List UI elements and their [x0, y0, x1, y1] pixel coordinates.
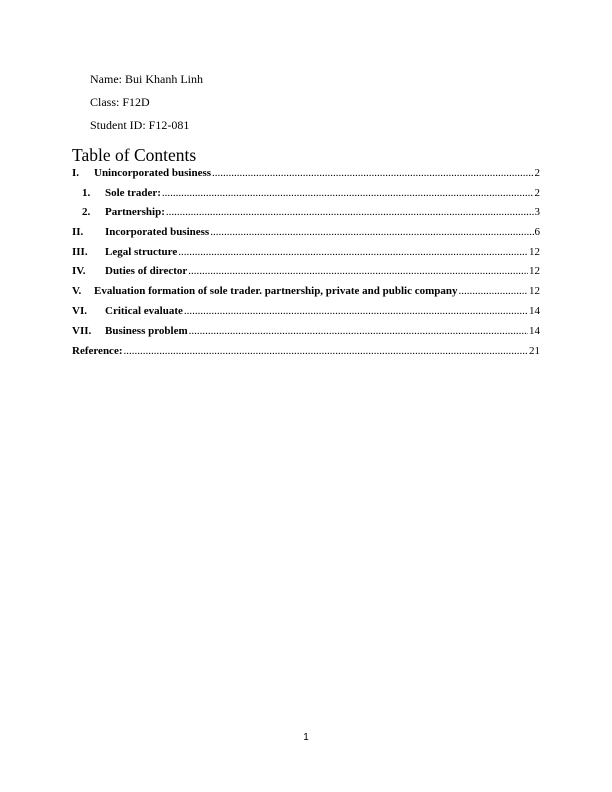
toc-entry-text: Evaluation formation of sole trader. partnership, private and public company	[94, 285, 458, 297]
toc-entry-page: 3	[534, 206, 540, 218]
toc-dot-leader	[188, 264, 528, 278]
toc-entry-legal-structure[interactable]	[72, 245, 540, 259]
toc-entry-number: I.	[72, 167, 80, 179]
toc-entry-business-problem[interactable]	[72, 324, 540, 338]
toc-entry-critical-evaluate[interactable]	[72, 304, 540, 318]
toc-dot-leader	[178, 245, 528, 259]
toc-entry-text: Legal structure	[105, 246, 178, 258]
toc-entry-page: 2	[534, 167, 540, 179]
toc-entry-page: 21	[529, 345, 540, 357]
page-number: 1	[303, 732, 309, 743]
toc-dot-leader	[184, 304, 528, 318]
toc-entry-duties-of-director[interactable]	[72, 264, 540, 278]
toc-entry-text: Business problem	[105, 325, 188, 337]
toc-entry-page: 14	[529, 305, 540, 317]
toc-entry-number: 1.	[82, 187, 91, 199]
toc-dot-leader	[212, 166, 533, 180]
toc-entry-sole-trader[interactable]	[82, 186, 540, 200]
toc-entry-number: VI.	[72, 305, 87, 317]
toc-entry-page: 2	[534, 187, 540, 199]
toc-dot-leader	[210, 225, 533, 239]
toc-entry-text: Unincorporated business	[94, 167, 212, 179]
toc-entry-number: VII.	[72, 325, 92, 337]
toc-heading: Table of Contents	[72, 145, 197, 165]
toc-entry-page: 12	[529, 246, 540, 258]
toc-dot-leader	[459, 284, 528, 298]
toc-entry-partnership[interactable]	[82, 205, 540, 219]
student-class: Class: F12D	[90, 95, 150, 109]
toc-entry-page: 12	[529, 285, 540, 297]
toc-entry-number: IV.	[72, 265, 86, 277]
toc-entry-incorporated-business[interactable]	[72, 225, 540, 239]
toc-entry-text: Duties of director	[105, 265, 188, 277]
toc-entry-page: 12	[529, 265, 540, 277]
toc-entry-text: Partnership:	[105, 206, 165, 218]
toc-entry-evaluation-formation[interactable]	[72, 284, 540, 298]
toc-entry-reference[interactable]	[72, 344, 540, 358]
toc-entry-unincorporated-business[interactable]	[72, 166, 540, 180]
toc-dot-leader	[189, 324, 528, 338]
toc-entry-page: 14	[529, 325, 540, 337]
toc-entry-number: III.	[72, 246, 88, 258]
toc-entry-number: V.	[72, 285, 82, 297]
toc-dot-leader	[162, 186, 534, 200]
toc-entry-text: Incorporated business	[105, 226, 210, 238]
student-id: Student ID: F12-081	[90, 118, 190, 132]
toc-entry-page: 6	[534, 226, 540, 238]
toc-entry-number: II.	[72, 226, 84, 238]
toc-dot-leader	[166, 205, 534, 219]
toc-entry-text: Reference:	[72, 345, 123, 357]
student-name: Name: Bui Khanh Linh	[90, 72, 203, 86]
toc-entry-text: Sole trader:	[105, 187, 161, 199]
toc-dot-leader	[123, 344, 528, 358]
toc-entry-number: 2.	[82, 206, 91, 218]
toc-entry-text: Critical evaluate	[105, 305, 183, 317]
